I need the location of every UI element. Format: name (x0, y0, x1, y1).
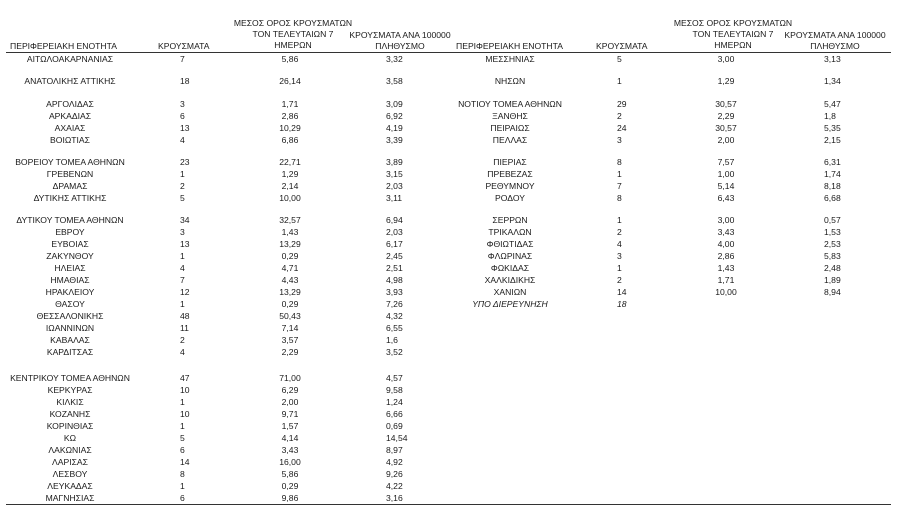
region-name: ΜΑΓΝΗΣΙΑΣ (45, 493, 95, 503)
rate-value: 5,83 (824, 251, 841, 261)
cases-value: 7 (180, 275, 185, 285)
avg7-value: 10,00 (715, 287, 737, 297)
avg7-value: 3,43 (281, 445, 299, 455)
rate-value: 3,11 (386, 193, 403, 203)
rate-value: 3,58 (386, 76, 403, 86)
cases-value: 48 (180, 311, 190, 321)
region-name: ΕΥΒΟΙΑΣ (51, 239, 89, 249)
rate-value: 2,51 (386, 263, 403, 273)
rate-value: 3,89 (386, 157, 403, 167)
rate-value: 3,52 (386, 347, 403, 357)
cases-value: 3 (617, 251, 622, 261)
region-name: ΚΑΡΔΙΤΣΑΣ (46, 347, 94, 357)
cases-value: 3 (180, 99, 185, 109)
avg7-value: 10,29 (279, 123, 301, 133)
region-name: ΣΕΡΡΩΝ (492, 215, 528, 225)
rate-value: 0,57 (824, 215, 841, 225)
avg7-value: 5,86 (281, 469, 299, 479)
rate-value: 7,26 (386, 299, 403, 309)
avg7-value: 1,71 (281, 99, 299, 109)
rate-value: 0,69 (386, 421, 403, 431)
avg7-value: 30,57 (715, 123, 737, 133)
avg7-value: 6,86 (281, 135, 299, 145)
avg7-value: 9,71 (281, 409, 299, 419)
rate-value: 4,57 (386, 373, 403, 383)
rate-value: 6,92 (386, 111, 403, 121)
avg7-value: 30,57 (715, 99, 737, 109)
region-name: ΡΕΘΥΜΝΟΥ (485, 181, 535, 191)
rate-value: 1,53 (824, 227, 841, 237)
region-name: ΦΘΙΩΤΙΔΑΣ (486, 239, 534, 249)
left-header-cases: ΚΡΟΥΣΜΑΤΑ (158, 41, 210, 51)
avg7-value: 1,43 (717, 263, 735, 273)
avg7-value: 2,00 (281, 397, 299, 407)
rate-value: 2,48 (824, 263, 841, 273)
region-name: ΔΥΤΙΚΗΣ ΑΤΤΙΚΗΣ (33, 193, 107, 203)
rate-value: 1,24 (386, 397, 403, 407)
avg7-value: 4,71 (281, 263, 299, 273)
avg7-value: 0,29 (281, 251, 299, 261)
rate-value: 14,54 (386, 433, 408, 443)
cases-value: 6 (180, 111, 185, 121)
rate-value: 1,34 (824, 76, 841, 86)
cases-value: 24 (617, 123, 627, 133)
rate-value: 4,92 (386, 457, 403, 467)
region-name: ΚΩ (63, 433, 77, 443)
cases-value: 4 (180, 135, 185, 145)
rate-value: 5,47 (824, 99, 841, 109)
region-name: ΕΒΡΟΥ (55, 227, 85, 237)
left-header-avg7-line3: ΗΜΕΡΩΝ (274, 40, 312, 50)
region-name: ΠΡΕΒΕΖΑΣ (487, 169, 533, 179)
region-name: ΚΕΝΤΡΙΚΟΥ ΤΟΜΕΑ ΑΘΗΝΩΝ (10, 373, 130, 383)
cases-value: 13 (180, 239, 190, 249)
avg7-value: 1,00 (717, 169, 735, 179)
left-header-avg7-line1: ΜΕΣΟΣ ΟΡΟΣ ΚΡΟΥΣΜΑΤΩΝ (233, 18, 353, 28)
avg7-value: 0,29 (281, 299, 299, 309)
cases-value: 12 (180, 287, 190, 297)
cases-value: 13 (180, 123, 190, 133)
cases-value: 18 (617, 299, 627, 309)
right-header-region: ΠΕΡΙΦΕΡΕΙΑΚΗ ΕΝΟΤΗΤΑ (456, 41, 563, 51)
avg7-value: 13,29 (279, 287, 301, 297)
region-name: ΚΟΖΑΝΗΣ (49, 409, 91, 419)
left-header-rate (345, 30, 455, 52)
cases-value: 10 (180, 385, 190, 395)
cases-value: 1 (617, 263, 622, 273)
left-header-region: ΠΕΡΙΦΕΡΕΙΑΚΗ ΕΝΟΤΗΤΑ (10, 41, 117, 51)
avg7-value: 5,14 (717, 181, 735, 191)
cases-value: 14 (180, 457, 190, 467)
right-header-cases: ΚΡΟΥΣΜΑΤΑ (596, 41, 648, 51)
rate-value: 3,09 (386, 99, 403, 109)
region-name: ΑΙΤΩΛΟΑΚΑΡΝΑΝΙΑΣ (26, 54, 114, 64)
cases-value: 8 (180, 469, 185, 479)
region-name: ΥΠΟ ΔΙΕΡΕΥΝΗΣΗ (472, 299, 548, 309)
cases-value: 1 (180, 299, 185, 309)
cases-value: 23 (180, 157, 190, 167)
cases-value: 1 (180, 481, 185, 491)
region-name: ΞΑΝΘΗΣ (492, 111, 528, 121)
avg7-value: 4,00 (717, 239, 735, 249)
region-name: ΒΟΙΩΤΙΑΣ (50, 135, 90, 145)
region-name: ΚΙΛΚΙΣ (56, 397, 84, 407)
cases-value: 1 (180, 421, 185, 431)
right-header-avg7 (668, 18, 798, 51)
region-name: ΦΩΚΙΔΑΣ (490, 263, 530, 273)
cases-value: 47 (180, 373, 190, 383)
rate-value: 6,17 (386, 239, 403, 249)
rate-value: 1,89 (824, 275, 841, 285)
cases-value: 2 (617, 275, 622, 285)
cases-value: 6 (180, 445, 185, 455)
region-name: ΖΑΚΥΝΘΟΥ (46, 251, 94, 261)
region-name: ΗΛΕΙΑΣ (54, 263, 86, 273)
avg7-value: 6,43 (717, 193, 735, 203)
cases-value: 11 (180, 323, 189, 333)
rate-value: 3,15 (386, 169, 403, 179)
cases-value: 1 (617, 76, 622, 86)
cases-value: 2 (617, 111, 622, 121)
avg7-value: 1,71 (717, 275, 735, 285)
region-name: ΝΟΤΙΟΥ ΤΟΜΕΑ ΑΘΗΝΩΝ (458, 99, 562, 109)
avg7-value: 3,57 (281, 335, 299, 345)
rate-value: 6,66 (386, 409, 403, 419)
rate-value: 9,26 (386, 469, 403, 479)
region-name: ΝΗΣΩΝ (494, 76, 526, 86)
avg7-value: 2,00 (717, 135, 735, 145)
avg7-value: 2,14 (281, 181, 299, 191)
avg7-value: 0,29 (281, 481, 299, 491)
region-name: ΗΜΑΘΙΑΣ (50, 275, 90, 285)
region-name: ΡΟΔΟΥ (495, 193, 525, 203)
avg7-value: 7,14 (281, 323, 299, 333)
region-name: ΦΛΩΡΙΝΑΣ (487, 251, 533, 261)
cases-value: 29 (617, 99, 627, 109)
right-header-avg7-line3: ΗΜΕΡΩΝ (714, 40, 752, 50)
cases-value: 7 (180, 54, 185, 64)
rate-value: 6,55 (386, 323, 403, 333)
rate-value: 3,16 (386, 493, 403, 503)
avg7-value: 2,86 (281, 111, 299, 121)
cases-value: 7 (617, 181, 622, 191)
avg7-value: 16,00 (279, 457, 301, 467)
avg7-value: 4,43 (281, 275, 299, 285)
region-name: ΑΝΑΤΟΛΙΚΗΣ ΑΤΤΙΚΗΣ (24, 76, 116, 86)
avg7-value: 32,57 (279, 215, 301, 225)
region-name: ΒΟΡΕΙΟΥ ΤΟΜΕΑ ΑΘΗΝΩΝ (15, 157, 125, 167)
rate-value: 4,22 (386, 481, 403, 491)
rate-value: 8,94 (824, 287, 841, 297)
region-name: ΔΥΤΙΚΟΥ ΤΟΜΕΑ ΑΘΗΝΩΝ (16, 215, 124, 225)
rate-value: 2,45 (386, 251, 403, 261)
avg7-value: 1,29 (717, 76, 735, 86)
cases-value: 6 (180, 493, 185, 503)
cases-value: 1 (617, 215, 622, 225)
right-header-avg7-line2: ΤΟΝ ΤΕΛΕΥΤΑΙΩΝ 7 (692, 29, 774, 39)
rate-value: 6,94 (386, 215, 403, 225)
region-name: ΠΕΙΡΑΙΩΣ (490, 123, 530, 133)
right-header-rate (780, 30, 890, 52)
avg7-value: 3,43 (717, 227, 735, 237)
region-name: ΑΡΓΟΛΙΔΑΣ (46, 99, 94, 109)
cases-value: 8 (617, 157, 622, 167)
region-name: ΚΑΒΑΛΑΣ (50, 335, 90, 345)
right-header-rate-line2: ΠΛΗΘΥΣΜΟ (810, 41, 860, 51)
avg7-value: 50,43 (279, 311, 301, 321)
bottom-rule (6, 504, 891, 505)
avg7-value: 5,86 (281, 54, 299, 64)
region-name: ΜΕΣΣΗΝΙΑΣ (485, 54, 535, 64)
rate-value: 4,32 (386, 311, 403, 321)
region-name: ΑΧΑΙΑΣ (54, 123, 86, 133)
rate-value: 6,68 (824, 193, 841, 203)
rate-value: 8,97 (386, 445, 403, 455)
cases-value: 10 (180, 409, 190, 419)
avg7-value: 9,86 (281, 493, 299, 503)
avg7-value: 10,00 (279, 193, 301, 203)
rate-value: 3,39 (386, 135, 403, 145)
cases-value: 1 (617, 169, 622, 179)
avg7-value: 1,43 (281, 227, 299, 237)
region-name: ΛΑΚΩΝΙΑΣ (48, 445, 92, 455)
cases-value: 14 (617, 287, 627, 297)
avg7-value: 22,71 (279, 157, 301, 167)
rate-value: 9,58 (386, 385, 403, 395)
region-name: ΗΡΑΚΛΕΙΟΥ (45, 287, 95, 297)
left-header-avg7-line2: ΤΟΝ ΤΕΛΕΥΤΑΙΩΝ 7 (252, 29, 334, 39)
rate-value: 1,74 (824, 169, 841, 179)
left-header-rate-line2: ΠΛΗΘΥΣΜΟ (375, 41, 425, 51)
rate-value: 3,93 (386, 287, 403, 297)
avg7-value: 1,57 (281, 421, 299, 431)
rate-value: 2,03 (386, 181, 403, 191)
avg7-value: 71,00 (279, 373, 301, 383)
rate-value: 2,03 (386, 227, 403, 237)
cases-value: 34 (180, 215, 190, 225)
cases-value: 8 (617, 193, 622, 203)
region-name: ΘΑΣΟΥ (55, 299, 85, 309)
right-header-avg7-line1: ΜΕΣΟΣ ΟΡΟΣ ΚΡΟΥΣΜΑΤΩΝ (673, 18, 793, 28)
rate-value: 3,13 (824, 54, 841, 64)
top-rule (6, 52, 891, 53)
cases-value: 3 (180, 227, 185, 237)
cases-value: 2 (617, 227, 622, 237)
cases-value: 1 (180, 169, 185, 179)
avg7-value: 6,29 (281, 385, 299, 395)
region-name: ΑΡΚΑΔΙΑΣ (48, 111, 92, 121)
region-name: ΙΩΑΝΝΙΝΩΝ (45, 323, 95, 333)
rate-value: 1,8 (824, 111, 836, 121)
region-name: ΚΕΡΚΥΡΑΣ (47, 385, 93, 395)
region-name: ΚΟΡΙΝΘΙΑΣ (46, 421, 94, 431)
avg7-value: 2,29 (281, 347, 299, 357)
rate-value: 1,6 (386, 335, 398, 345)
region-name: ΛΕΥΚΑΔΑΣ (47, 481, 93, 491)
avg7-value: 2,86 (717, 251, 735, 261)
rate-value: 6,31 (824, 157, 841, 167)
avg7-value: 1,29 (281, 169, 299, 179)
region-name: ΛΕΣΒΟΥ (52, 469, 88, 479)
rate-value: 3,32 (386, 54, 403, 64)
cases-value: 5 (180, 193, 185, 203)
region-name: ΓΡΕΒΕΝΩΝ (46, 169, 94, 179)
cases-value: 2 (180, 181, 185, 191)
cases-value: 3 (617, 135, 622, 145)
avg7-value: 4,14 (281, 433, 299, 443)
region-name: ΧΑΝΙΩΝ (493, 287, 527, 297)
avg7-value: 3,00 (717, 215, 735, 225)
cases-value: 1 (180, 251, 185, 261)
region-name: ΘΕΣΣΑΛΟΝΙΚΗΣ (36, 311, 104, 321)
left-header-avg7 (228, 18, 358, 51)
cases-value: 4 (617, 239, 622, 249)
region-name: ΛΑΡΙΣΑΣ (52, 457, 88, 467)
cases-value: 4 (180, 263, 185, 273)
cases-value: 4 (180, 347, 185, 357)
region-name: ΧΑΛΚΙΔΙΚΗΣ (484, 275, 536, 285)
rate-value: 2,15 (824, 135, 841, 145)
rate-value: 2,53 (824, 239, 841, 249)
rate-value: 4,19 (386, 123, 403, 133)
cases-value: 1 (180, 397, 185, 407)
avg7-value: 3,00 (717, 54, 735, 64)
rate-value: 5,35 (824, 123, 841, 133)
rate-value: 4,98 (386, 275, 403, 285)
cases-value: 5 (180, 433, 185, 443)
avg7-value: 7,57 (717, 157, 735, 167)
left-header-rate-line1: ΚΡΟΥΣΜΑΤΑ ΑΝΑ 100000 (349, 30, 451, 40)
region-name: ΔΡΑΜΑΣ (52, 181, 88, 191)
cases-value: 18 (180, 76, 190, 86)
region-name: ΤΡΙΚΑΛΩΝ (488, 227, 532, 237)
cases-value: 2 (180, 335, 185, 345)
avg7-value: 26,14 (279, 76, 301, 86)
region-name: ΠΙΕΡΙΑΣ (493, 157, 527, 167)
cases-value: 5 (617, 54, 622, 64)
avg7-value: 2,29 (717, 111, 735, 121)
rate-value: 8,18 (824, 181, 841, 191)
right-header-rate-line1: ΚΡΟΥΣΜΑΤΑ ΑΝΑ 100000 (784, 30, 886, 40)
region-name: ΠΕΛΛΑΣ (492, 135, 528, 145)
avg7-value: 13,29 (279, 239, 301, 249)
